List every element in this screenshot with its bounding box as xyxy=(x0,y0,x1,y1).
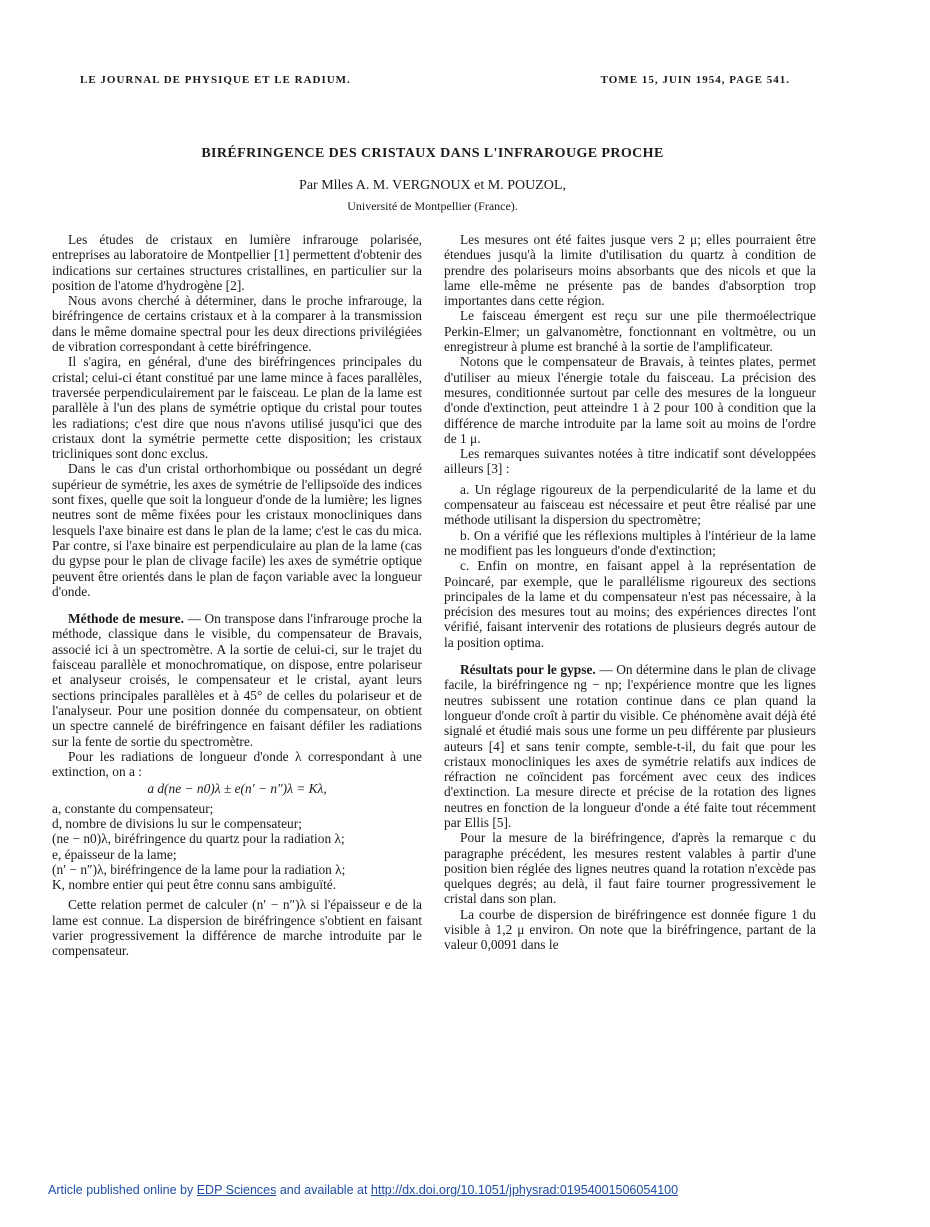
list-item-c: c. Enfin on montre, en faisant appel à la représentation de Poincaré, par exemple, que le parallélisme rigoureux des sections principales de la lame et du compensateur n'est pas nécessaire, à la précision des mesures tout au moins; des expériences directes l'ont vérifié, faisant intervenir des rotations de plusieurs degrés autour de la position optima. xyxy=(444,558,816,650)
left-column xyxy=(52,232,422,959)
journal-header: LE JOURNAL DE PHYSIQUE ET LE RADIUM. xyxy=(80,74,351,86)
footer-prefix: Article published online by xyxy=(48,1183,197,1197)
paragraph: La courbe de dispersion de biréfringence est donnée figure 1 du visible à 1,2 μ environ. On note que la biréfringence, partant de la valeur 0,0091 dans le xyxy=(444,906,816,953)
paragraph: Les remarques suivantes notées à titre indicatif sont développées ailleurs [3] : xyxy=(444,446,816,477)
paragraph: Cette relation permet de calculer (n′ − n″)λ si l'épaisseur e de la lame est connue. La dispersion de biréfringence s'obtient en faisant varier progressivement la différence de marche introduite par le compensateur. xyxy=(52,897,422,959)
paragraph: Dans le cas d'un cristal orthorhombique ou possédant un degré supérieur de symétrie, les axes de symétrie de l'ellipsoïde des indices sont fixes, quelle que soit la longueur d'onde de la lumière; les lignes neutres sont de même fixées pour les cristaux monocliniques dans lesquels l'axe binaire est dans le plan de la lame; c'est le cas du mica. Par contre, si l'axe binaire est perpendiculaire au plan de la lame (cas du gypse pour le plan de clivage facile) les axes de symétrie optique peuvent être orientés dans le plan de façon variable avec la longueur d'onde. xyxy=(52,461,422,599)
article-affiliation: Université de Montpellier (France). xyxy=(347,199,518,213)
footer-middle: and available at xyxy=(276,1183,371,1197)
definition-quartz: (ne − n0)λ, biréfringence du quartz pour la radiation λ; xyxy=(52,831,345,847)
results-heading: Résultats pour le gypse. xyxy=(460,662,596,678)
article-title: BIRÉFRINGENCE DES CRISTAUX DANS L'INFRAROUGE PROCHE xyxy=(201,146,664,161)
method-heading: Méthode de mesure. xyxy=(68,611,184,627)
paragraph: Les études de cristaux en lumière infrarouge polarisée, entreprises au laboratoire de Montpellier [1] permettent d'obtenir des indications sur certaines structures cristallines, en particulier sur la position de l'atome d'hydrogène [2]. xyxy=(52,232,422,293)
definition-d: d, nombre de divisions lu sur le compensateur; xyxy=(52,815,302,831)
definition-e: e, épaisseur de la lame; xyxy=(52,846,177,862)
doi-link[interactable]: http://dx.doi.org/10.1051/jphysrad:01954001506054100 xyxy=(370,1183,679,1197)
paragraph: Le faisceau émergent est reçu sur une pile thermoélectrique Perkin-Elmer; un galvanomètre, fonctionnant en voltmètre, ou un enregistreur à plume est branché à la sortie de l'amplificateur. xyxy=(444,308,816,355)
definition-lame: (n′ − n″)λ, biréfringence de la lame pour la radiation λ; xyxy=(52,861,346,877)
paragraph: Il s'agira, en général, d'une des biréfringences principales du cristal; celui-ci étant constitué par une lame mince à faces parallèles, traversée perpendiculairement par le faisceau. Le plan de la lame est parallèle à l'un des plans de symétrie optique du cristal pour toutes les radiations; c'est dire que nous n'avons utilisé jusqu'ici que des cristaux dont la symétrie permette cette disposition; les cristaux tricliniques sont donc exclus. xyxy=(52,354,422,462)
list-item-b: b. On a vérifié que les réflexions multiples à l'intérieur de la lame ne modifient pas les longueurs d'onde d'extinction; xyxy=(444,527,816,558)
definition-k: K, nombre entier qui peut être connu sans ambiguïté. xyxy=(52,877,337,893)
paragraph: Les mesures ont été faites jusque vers 2 μ; elles pourraient être étendues jusqu'à la limite d'utilisation du quartz à condition de prendre des polariseurs moins absorbants que des nicols et que la lame elle-même ne présente pas de bandes d'absorption trop importantes dans cette région. xyxy=(444,232,816,309)
list-item-a: a. Un réglage rigoureux de la perpendicularité de la lame et du compensateur au faisceau est nécessaire et peut être réalisé par une méthode utilisant la dispersion du spectromètre; xyxy=(444,481,816,528)
results-text: — On détermine dans le plan de clivage facile, la biréfringence ng − np; l'expérience montre que les lignes neutres subissent une rotation continue dans ce plan quand la longueur d'onde croît à partir du visible. Ce phénomène avait déjà été signalé et étudié mais sous une forme un peu différente par plusieurs auteurs [4] et sans tenir compte, semble-t-il, du fait que pour les cristaux monocliniques les axes de symétrie relatifs aux indices de réfraction ne coïncident pas forcément avec ceux des indices d'extinction. La mesure directe et précise de la rotation des lignes neutres en fonction de la longueur d'onde a été faite tout récemment par Ellis [5]. xyxy=(444,662,817,830)
method-section xyxy=(52,611,422,749)
paragraph: Nous avons cherché à déterminer, dans le proche infrarouge, la biréfringence de certains cristaux et à la comparer à la transmission dans le même domaine spectral pour les deux directions privilégiées de vibration correspondant à cette biréfringence. xyxy=(52,293,422,355)
issue-header: TOME 15, JUIN 1954, PAGE 541. xyxy=(600,74,790,86)
paragraph: Pour les radiations de longueur d'onde λ correspondant à une extinction, on a : xyxy=(52,748,422,780)
definition-a: a, constante du compensateur; xyxy=(52,800,214,816)
publisher-link[interactable]: EDP Sciences xyxy=(196,1183,277,1197)
paragraph: Pour la mesure de la biréfringence, d'après la remarque c du paragraphe précédent, les mesures restent valables à partir d'une position bien réglée des lignes neutres quand la rotation n'excède pas quelques degrés; au delà, il faut faire tourner progressivement le cristal dans son plan. xyxy=(444,830,816,907)
method-text: — On transpose dans l'infrarouge proche la méthode, classique dans le visible, du compensateur de Bravais, associé ici à un spectromètre. A la sortie de celui-ci, sur le trajet du faisceau parallèle et monochromatique, on dispose, entre polariseur et analyseur croisés, le compensateur et le cristal, ayant leurs sections principales parallèles et à 45° de celles du polariseur et de l'analyseur. Pour une position donnée du compensateur, on obtient un spectre cannelé de biréfringence en faisant défiler les radiations sur la fente de sortie du spectromètre. xyxy=(52,611,422,749)
right-column xyxy=(444,232,816,953)
results-section xyxy=(444,662,816,830)
article-authors: Par Mlles A. M. VERGNOUX et M. POUZOL, xyxy=(299,178,566,193)
paragraph: Notons que le compensateur de Bravais, à teintes plates, permet d'utiliser au mieux l'énergie totale du faisceau. La précision des mesures, conditionnée surtout par celle des mesures de la longueur d'onde d'extinction, peut atteindre 1 à 2 pour 100 à condition que la différence de marche introduite par la lame soit au moins de l'ordre de 1 μ. xyxy=(444,354,816,446)
publication-footer xyxy=(48,1183,678,1197)
equation: a d(ne − n0)λ ± e(n′ − n″)λ = Kλ, xyxy=(147,781,327,797)
